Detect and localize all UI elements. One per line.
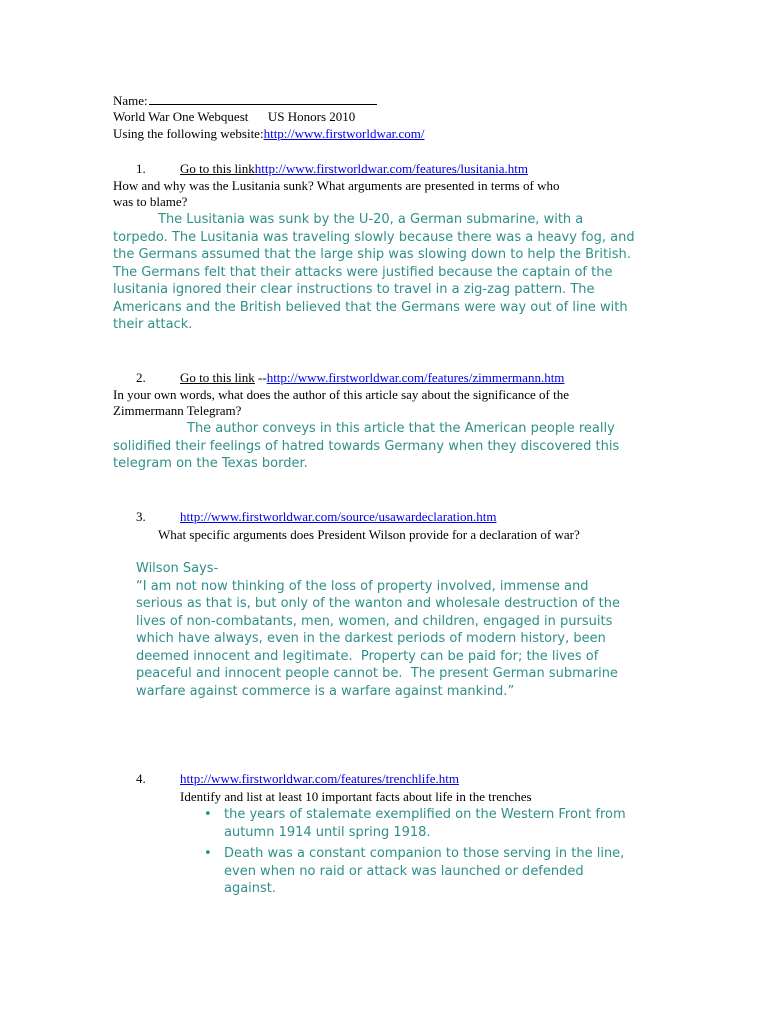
q2-link-line bbox=[180, 370, 564, 386]
q4-link[interactable]: http://www.firstworldwar.com/features/trenchlife.htm bbox=[180, 771, 459, 786]
q2-number: 2. bbox=[136, 370, 146, 385]
q1-number: 1. bbox=[136, 161, 146, 176]
q2-link-label: Go to this link bbox=[180, 370, 255, 385]
name-blank[interactable] bbox=[149, 92, 377, 105]
q3-link-line bbox=[180, 509, 497, 525]
q3-answer-line: lives of non-combatants, men, women, and children, engaged in pursuits bbox=[136, 613, 613, 629]
q4-answer bbox=[200, 806, 670, 902]
q3-answer-line: which have always, even in the darkest periods of modern history, been bbox=[136, 631, 606, 646]
list-item bbox=[200, 806, 670, 841]
document-title: World War One Webquest US Honors 2010 bbox=[113, 109, 356, 124]
q3-answer-line: peaceful and innocent people cannot be. The present German submarine bbox=[136, 666, 618, 681]
fact-line: Death was a constant companion to those serving in the line, bbox=[224, 846, 625, 861]
q3-answer-line: warfare against commerce is a warfare against mankind.” bbox=[136, 683, 515, 699]
q2-question-line2: Zimmermann Telegram? bbox=[113, 403, 242, 418]
q1-answer-line: torpedo. The Lusitania was traveling slowly because there was a heavy fog, and bbox=[113, 229, 635, 245]
q3-number: 3. bbox=[136, 509, 146, 524]
q1-link[interactable]: http://www.firstworldwar.com/features/lusitania.htm bbox=[254, 161, 528, 176]
website-link[interactable]: http://www.firstworldwar.com/ bbox=[263, 126, 425, 141]
q1-link-label: Go to this link bbox=[180, 161, 255, 176]
website-line bbox=[113, 126, 425, 142]
fact-line: the years of stalemate exemplified on the Western Front from bbox=[224, 807, 626, 822]
q3-answer-line: Wilson Says- bbox=[136, 561, 219, 576]
fact-line: autumn 1914 until spring 1918. bbox=[224, 824, 431, 840]
q2-link[interactable]: http://www.firstworldwar.com/features/zimmermann.htm bbox=[266, 370, 565, 385]
q3-question: What specific arguments does President Wilson provide for a declaration of war? bbox=[158, 527, 580, 542]
q2-separator: -- bbox=[254, 370, 267, 385]
q3-answer bbox=[136, 560, 676, 700]
q1-answer-line: their attack. bbox=[113, 317, 193, 332]
q1-answer-line: Americans and the British believed that the Germans were way out of line with bbox=[113, 299, 628, 315]
q2-question-line1: In your own words, what does the author of this article say about the significance of the bbox=[113, 387, 569, 402]
q1-answer-line: The Germans felt that their attacks were justified because the captain of the bbox=[113, 264, 613, 280]
q2-answer-line: telegram on the Texas border. bbox=[113, 456, 308, 471]
bullet-icon: • bbox=[204, 807, 212, 822]
q3-answer-line: deemed innocent and legitimate. Property can be paid for; the lives of bbox=[136, 648, 599, 664]
q1-answer-line: the Germans assumed that the large ship was slowing down to help the British. bbox=[113, 247, 631, 262]
q2-answer-line: solidified their feelings of hatred towards Germany when they discovered this bbox=[113, 438, 620, 454]
q1-answer-line: lusitania ignored their clear instructions to travel in a zig-zag pattern. The bbox=[113, 282, 595, 297]
bullet-icon: • bbox=[204, 846, 212, 861]
fact-line: even when no raid or attack was launched or defended bbox=[224, 863, 584, 879]
q1-question-line2: was to blame? bbox=[113, 194, 188, 209]
q4-number: 4. bbox=[136, 771, 146, 786]
fact-line: against. bbox=[224, 881, 277, 896]
q4-link-line bbox=[180, 771, 459, 787]
name-line bbox=[113, 92, 377, 109]
q3-answer-line: “I am not now thinking of the loss of property involved, immense and bbox=[136, 578, 589, 594]
name-label: Name: bbox=[113, 93, 148, 108]
q1-link-line bbox=[180, 161, 528, 177]
q1-question-line1: How and why was the Lusitania sunk? What arguments are presented in terms of who bbox=[113, 178, 560, 193]
q4-question: Identify and list at least 10 important facts about life in the trenches bbox=[180, 789, 532, 804]
q3-answer-line: serious as that is, but only of the wanton and wholesale destruction of the bbox=[136, 596, 621, 611]
q3-link[interactable]: http://www.firstworldwar.com/source/usawardeclaration.htm bbox=[180, 509, 497, 524]
q1-answer-line: The Lusitania was sunk by the U-20, a German submarine, with a bbox=[158, 212, 584, 227]
q2-answer bbox=[113, 420, 673, 473]
trench-facts-list bbox=[200, 806, 670, 898]
website-prefix: Using the following website: bbox=[113, 126, 264, 141]
q2-answer-line: The author conveys in this article that the American people really bbox=[187, 421, 615, 436]
list-item bbox=[200, 845, 670, 898]
q1-answer bbox=[113, 211, 673, 334]
